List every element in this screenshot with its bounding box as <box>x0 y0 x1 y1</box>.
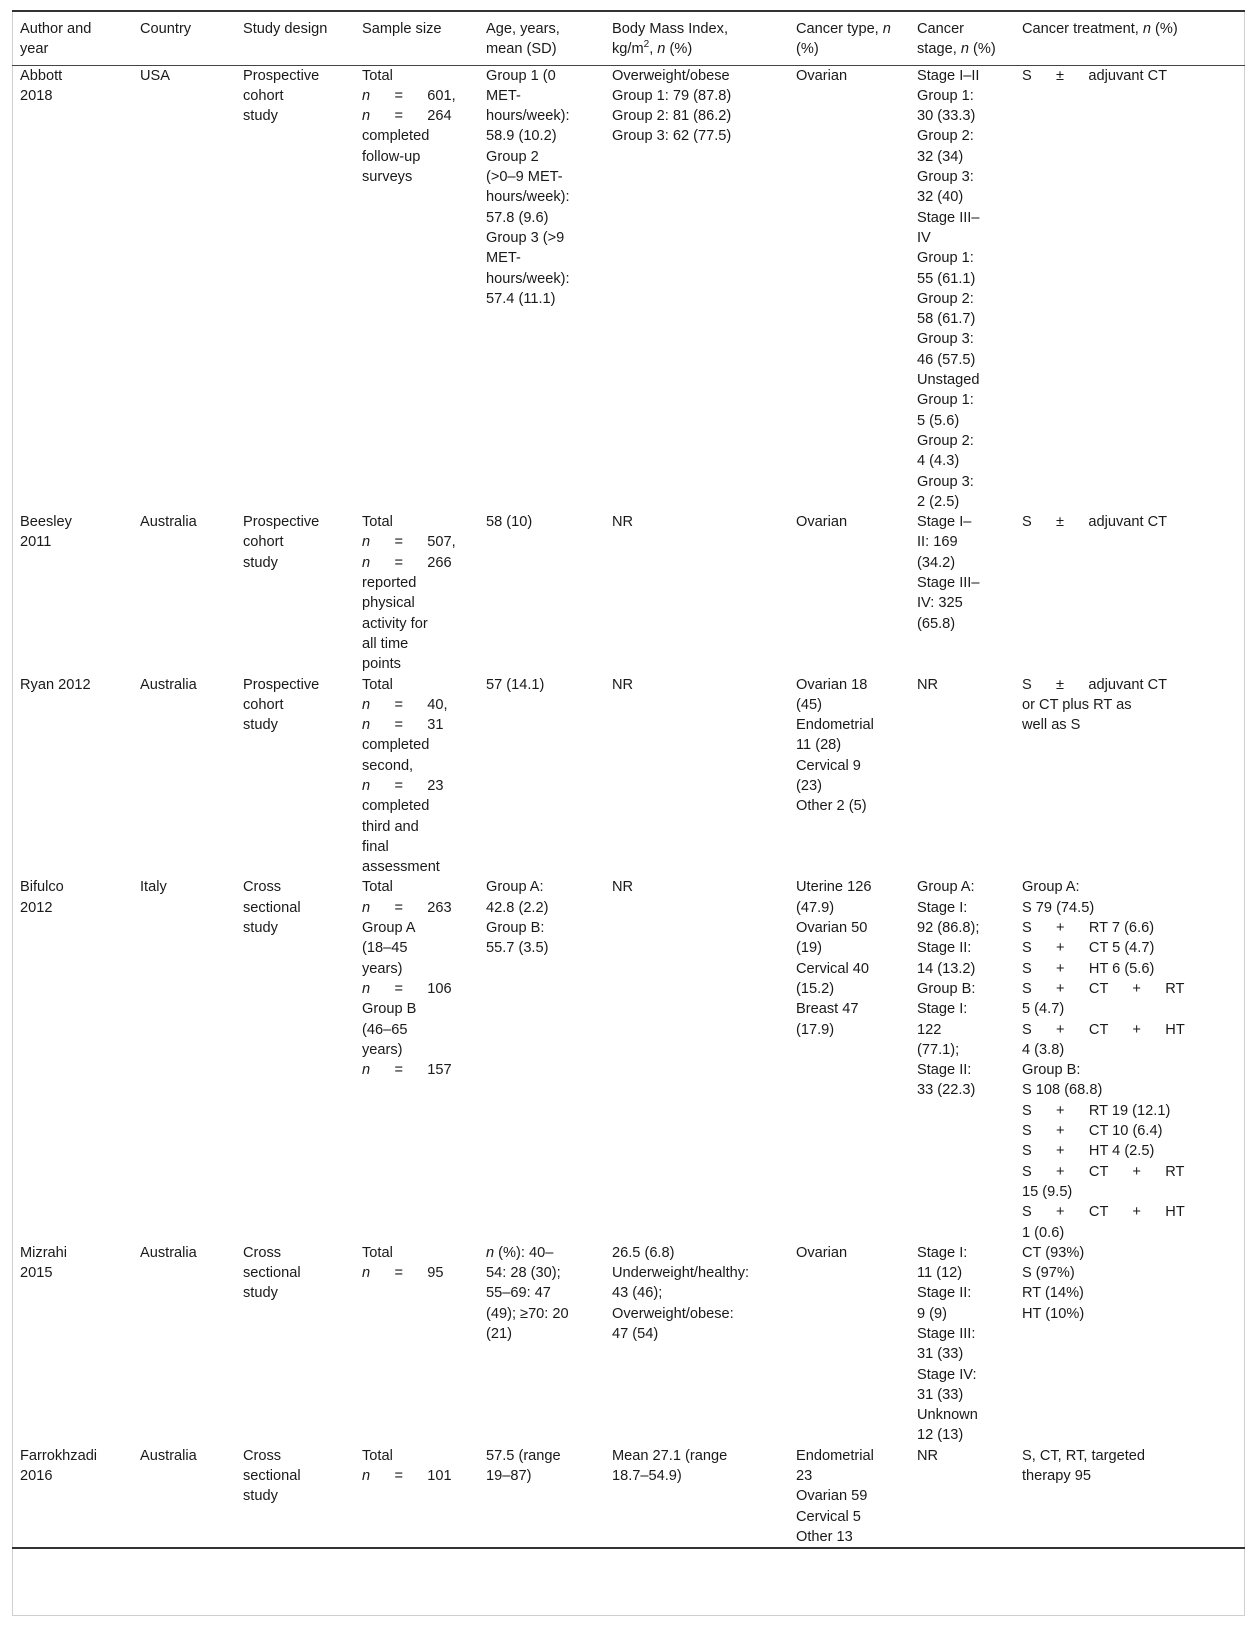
cell-line: cohort <box>243 696 284 713</box>
cell-line: points <box>362 656 401 673</box>
cell-line: 55–69: 47 <box>486 1285 551 1302</box>
cell-line: (46–65 <box>362 1021 408 1038</box>
cell-line: well as S <box>1022 717 1081 734</box>
header-sample-size: Sample size <box>362 21 442 37</box>
cell-line: NR <box>917 676 939 693</box>
cell-line: CT (93%) <box>1022 1244 1085 1261</box>
cell-line: 42.8 (2.2) <box>486 899 549 916</box>
cell-line: Stage I–II <box>917 67 980 84</box>
cell-line: Stage II: <box>917 1062 972 1079</box>
cell-line: Stage IV: <box>917 1366 977 1383</box>
cell-line: (65.8) <box>917 615 956 632</box>
cell-design <box>235 1243 354 1446</box>
cell-line: 5 (5.6) <box>917 412 960 429</box>
cell-line: Total <box>362 67 393 84</box>
cell-line: Total <box>362 879 393 896</box>
cell-line: study <box>243 1488 278 1505</box>
cell-line: Stage II: <box>917 940 972 957</box>
cell-line: Prospective <box>243 67 320 84</box>
cell-line: Stage III: <box>917 1326 976 1342</box>
cell-stage <box>909 1446 1014 1548</box>
cell-line: Ovarian <box>796 67 848 84</box>
cell-line: Overweight/obese: <box>612 1305 734 1322</box>
cell-line: n = 95 <box>362 1265 444 1282</box>
header-cancer-type: Cancer type, n (%) <box>796 21 891 58</box>
cell-line: RT (14%) <box>1022 1285 1084 1302</box>
cell-line: S + CT 5 (4.7) <box>1022 940 1155 957</box>
bmi-unit: $kg/m^2$, n (%) <box>612 39 693 58</box>
cell-author <box>12 512 132 674</box>
cell-line: 32 (40) <box>917 189 964 206</box>
cell-line: 2012 <box>20 899 53 916</box>
cell-line: S + CT + RT <box>1022 1163 1185 1180</box>
cell-line: 31 (33) <box>917 1346 964 1363</box>
cell-line: 57.4 (11.1) <box>486 290 556 307</box>
cell-line: 46 (57.5) <box>917 351 976 368</box>
cell-line: S + CT 10 (6.4) <box>1022 1123 1163 1140</box>
cell-design <box>235 877 354 1242</box>
cell-line: study <box>243 717 278 734</box>
cell-line: Group 2: <box>917 290 974 307</box>
cell-author <box>12 1243 132 1446</box>
cell-stage <box>909 1243 1014 1446</box>
cell-design <box>235 512 354 674</box>
cell-line: S ± adjuvant CT <box>1022 514 1168 531</box>
cell-line: Uterine 126 <box>796 879 872 896</box>
cell-line: (19) <box>796 940 822 957</box>
cell-line: sectional <box>243 899 301 916</box>
cell-line: second, <box>362 757 414 774</box>
cell-country <box>132 675 235 878</box>
cell-line: 5 (4.7) <box>1022 1001 1065 1018</box>
header-country: Country <box>140 21 192 37</box>
cell-line: (45) <box>796 696 822 713</box>
cell-line: 15 (9.5) <box>1022 1183 1073 1200</box>
cell-line: n = 601, <box>362 87 456 104</box>
cell-bmi <box>604 1446 788 1548</box>
cell-stage <box>909 675 1014 878</box>
cell-line: Stage I: <box>917 899 968 916</box>
cell-line: (17.9) <box>796 1021 835 1038</box>
cell-country <box>132 65 235 512</box>
cell-line: Group 1: <box>917 87 974 104</box>
table-row <box>12 1243 1245 1446</box>
cell-line: 122 <box>917 1021 942 1038</box>
cell-line: Group A: <box>917 879 975 896</box>
cell-line: Group 2: <box>917 432 974 449</box>
cell-line: HT (10%) <box>1022 1305 1085 1322</box>
cell-line: Total <box>362 1244 393 1261</box>
cell-line: completed <box>362 737 430 754</box>
cell-line: Group A: <box>1022 879 1080 896</box>
cell-sample <box>354 877 478 1242</box>
cell-design <box>235 65 354 512</box>
cell-line: Cross <box>243 1447 282 1464</box>
cell-treatment <box>1014 65 1245 512</box>
table-body <box>12 65 1245 1548</box>
cell-line: Australia <box>140 1244 197 1261</box>
cell-age <box>478 65 604 512</box>
cell-line: assessment <box>362 859 440 876</box>
cell-line: USA <box>140 67 171 84</box>
cell-line: n = 106 <box>362 980 452 997</box>
cell-line: S ± adjuvant CT <box>1022 67 1168 84</box>
cell-line: third and <box>362 818 419 835</box>
cell-line: S + CT + HT <box>1022 1021 1185 1038</box>
cell-line: study <box>243 920 278 937</box>
cell-treatment <box>1014 1446 1245 1548</box>
cell-line: S + CT + HT <box>1022 1204 1185 1221</box>
cell-line: Stage I: <box>917 1244 968 1261</box>
cell-line: Cross <box>243 879 282 896</box>
cell-line: MET- <box>486 87 521 104</box>
cell-line: Italy <box>140 879 167 896</box>
cell-line: Stage I– <box>917 514 972 531</box>
cell-type <box>788 1243 909 1446</box>
cell-line: 55 (61.1) <box>917 270 976 287</box>
cell-line: 57 (14.1) <box>486 676 545 693</box>
cell-line: S + CT + RT <box>1022 980 1185 997</box>
cell-line: (23) <box>796 777 822 794</box>
cell-line: IV: 325 <box>917 595 963 612</box>
cell-line: Cervical 5 <box>796 1508 861 1525</box>
cell-author <box>12 65 132 512</box>
cell-line: hours/week): <box>486 270 570 287</box>
cell-line: S + HT 4 (2.5) <box>1022 1143 1155 1160</box>
cell-line: Cross <box>243 1244 282 1261</box>
cell-line: 58 (61.7) <box>917 311 976 328</box>
header-cancer-stage: Cancer stage, n (%) <box>917 21 996 58</box>
cell-line: Group 2 <box>486 148 539 165</box>
cell-line: Group A: <box>486 879 544 896</box>
cell-author <box>12 675 132 878</box>
cell-country <box>132 1243 235 1446</box>
cell-line: 23 <box>796 1468 813 1485</box>
cell-line: study <box>243 1285 278 1302</box>
cell-line: 12 (13) <box>917 1427 964 1444</box>
cell-line: S + RT 7 (6.6) <box>1022 920 1155 937</box>
cell-line: n = 266 <box>362 554 452 571</box>
cell-line: Group 3: 62 (77.5) <box>612 128 732 145</box>
cell-line: Group 3: <box>917 331 974 348</box>
cell-line: Australia <box>140 1447 197 1464</box>
cell-line: Group 1: <box>917 250 974 267</box>
header-bmi: Body Mass Index, $kg/m^2$, n (%) <box>604 11 788 65</box>
cell-line: hours/week): <box>486 189 570 206</box>
cell-line: Abbott <box>20 67 63 84</box>
cell-line: Australia <box>140 676 197 693</box>
table-row <box>12 675 1245 878</box>
cell-line: Ovarian <box>796 1244 848 1261</box>
cell-line: final <box>362 838 389 855</box>
cell-line: Prospective <box>243 514 320 531</box>
cell-author <box>12 1446 132 1548</box>
cell-line: 57.8 (9.6) <box>486 209 549 226</box>
cell-line: Endometrial <box>796 717 874 734</box>
cell-age <box>478 1243 604 1446</box>
cell-line: n = 263 <box>362 899 452 916</box>
cell-line: Stage II: <box>917 1285 972 1302</box>
cell-line: 11 (12) <box>917 1265 963 1282</box>
cell-line: Group B <box>362 1001 417 1018</box>
table-row <box>12 65 1245 512</box>
cell-line: S (97%) <box>1022 1265 1075 1282</box>
cell-line: Breast 47 <box>796 1001 859 1018</box>
cell-line: 14 (13.2) <box>917 960 976 977</box>
cell-line: Total <box>362 676 393 693</box>
cell-line: Stage I: <box>917 1001 968 1018</box>
cell-line: sectional <box>243 1468 301 1485</box>
cell-line: Cervical 40 <box>796 960 869 977</box>
cell-line: all time <box>362 635 409 652</box>
cell-line: 2016 <box>20 1468 53 1485</box>
cell-line: NR <box>612 676 634 693</box>
cell-line: n = 23 <box>362 777 444 794</box>
cell-line: Cervical 9 <box>796 757 861 774</box>
cell-line: n = 264 <box>362 108 452 125</box>
cell-line: 55.7 (3.5) <box>486 940 549 957</box>
cell-age <box>478 512 604 674</box>
cell-line: Other 13 <box>796 1528 853 1545</box>
cell-line: Group 2: <box>917 128 974 145</box>
cell-line: cohort <box>243 87 284 104</box>
cell-line: Total <box>362 514 393 531</box>
cell-line: NR <box>917 1447 939 1464</box>
cell-age <box>478 675 604 878</box>
cell-line: follow-up <box>362 148 421 165</box>
cell-line: 18.7–54.9) <box>612 1468 682 1485</box>
table-header <box>12 11 1245 65</box>
cell-line: Group 1 (0 <box>486 67 556 84</box>
cell-line: years) <box>362 1041 403 1058</box>
cell-line: Group B: <box>917 980 976 997</box>
cell-line: 33 (22.3) <box>917 1082 976 1099</box>
cell-line: 54: 28 (30); <box>486 1265 561 1282</box>
cell-line: S 108 (68.8) <box>1022 1082 1103 1099</box>
cell-treatment <box>1014 675 1245 878</box>
cell-line: n = 157 <box>362 1062 452 1079</box>
cell-line: Bifulco <box>20 879 64 896</box>
cell-line: physical <box>362 595 415 612</box>
cell-bmi <box>604 1243 788 1446</box>
cell-country <box>132 512 235 674</box>
cell-line: (18–45 <box>362 940 408 957</box>
cell-line: IV <box>917 229 931 246</box>
cell-line: 30 (33.3) <box>917 108 976 125</box>
cell-line: Ovarian 50 <box>796 920 868 937</box>
cell-line: Group 3: <box>917 169 974 186</box>
cell-bmi <box>604 675 788 878</box>
cell-line: n = 507, <box>362 534 456 551</box>
cell-line: 4 (4.3) <box>917 453 960 470</box>
cell-age <box>478 877 604 1242</box>
cell-country <box>132 877 235 1242</box>
cell-line: 92 (86.8); <box>917 920 980 937</box>
cell-line: hours/week): <box>486 108 570 125</box>
cell-line: 26.5 (6.8) <box>612 1244 675 1261</box>
cell-line: (47.9) <box>796 899 835 916</box>
header-cancer-treatment: Cancer treatment, n (%) <box>1022 21 1178 37</box>
cell-line: years) <box>362 960 403 977</box>
cell-line: reported <box>362 575 417 592</box>
cell-sample <box>354 1243 478 1446</box>
cell-sample <box>354 675 478 878</box>
cell-line: sectional <box>243 1265 301 1282</box>
cell-line: n = 40, <box>362 696 448 713</box>
header-age: Age, years, mean (SD) <box>486 21 560 58</box>
cell-type <box>788 512 909 674</box>
cell-line: NR <box>612 514 634 531</box>
cell-line: NR <box>612 879 634 896</box>
cell-line: Group 1: <box>917 392 974 409</box>
cell-line: Ryan 2012 <box>20 676 91 693</box>
cell-line: study <box>243 554 278 571</box>
cell-line: Ovarian <box>796 514 848 531</box>
cell-line: S + RT 19 (12.1) <box>1022 1102 1171 1119</box>
cell-stage <box>909 877 1014 1242</box>
header-study-design: Study design <box>243 21 328 37</box>
cell-line: Prospective <box>243 676 320 693</box>
cell-line: 31 (33) <box>917 1386 964 1403</box>
cell-line: completed <box>362 128 430 145</box>
cell-line: 1 (0.6) <box>1022 1224 1065 1241</box>
cell-bmi <box>604 65 788 512</box>
cell-line: (49); ≥70: 20 <box>486 1305 569 1322</box>
cell-line: surveys <box>362 169 413 186</box>
cell-line: 32 (34) <box>917 148 964 165</box>
cell-line: II: 169 <box>917 534 958 551</box>
cell-type <box>788 65 909 512</box>
cell-line: therapy 95 <box>1022 1468 1091 1485</box>
cell-line: Underweight/healthy: <box>612 1265 750 1282</box>
study-characteristics-table <box>12 10 1245 1549</box>
cell-treatment <box>1014 877 1245 1242</box>
cell-design <box>235 675 354 878</box>
cell-line: Unstaged <box>917 372 980 389</box>
cell-sample <box>354 1446 478 1548</box>
cell-line: Group A <box>362 920 416 937</box>
cell-line: cohort <box>243 534 284 551</box>
cell-line: 9 (9) <box>917 1305 948 1322</box>
table-row <box>12 512 1245 674</box>
cell-line: 11 (28) <box>796 737 842 754</box>
table-row <box>12 877 1245 1242</box>
cell-line: Group 2: 81 (86.2) <box>612 108 732 125</box>
cell-line: 2018 <box>20 87 53 104</box>
cell-line: (21) <box>486 1326 512 1342</box>
cell-sample <box>354 65 478 512</box>
cell-line: Farrokhzadi <box>20 1447 98 1464</box>
cell-type <box>788 675 909 878</box>
cell-stage <box>909 65 1014 512</box>
cell-line: Ovarian 18 <box>796 676 868 693</box>
cell-bmi <box>604 512 788 674</box>
cell-line: S 79 (74.5) <box>1022 899 1095 916</box>
cell-line: S ± adjuvant CT <box>1022 676 1168 693</box>
cell-line: 2015 <box>20 1265 53 1282</box>
cell-line: n = 31 <box>362 717 444 734</box>
cell-sample <box>354 512 478 674</box>
cell-line: Endometrial <box>796 1447 874 1464</box>
table-row <box>12 1446 1245 1548</box>
cell-line: MET- <box>486 250 521 267</box>
cell-treatment <box>1014 1243 1245 1446</box>
cell-line: activity for <box>362 615 428 632</box>
cell-line: S + HT 6 (5.6) <box>1022 960 1155 977</box>
cell-age <box>478 1446 604 1548</box>
cell-line: Group B: <box>1022 1062 1081 1079</box>
cell-line: Mean 27.1 (range <box>612 1447 728 1464</box>
cell-line: (34.2) <box>917 554 956 571</box>
cell-line: 43 (46); <box>612 1285 663 1302</box>
cell-line: (77.1); <box>917 1041 960 1058</box>
cell-line: Group 1: 79 (87.8) <box>612 87 732 104</box>
header-author-year: Author and year <box>20 21 92 58</box>
cell-stage <box>909 512 1014 674</box>
cell-line: 4 (3.8) <box>1022 1041 1065 1058</box>
cell-line: Group B: <box>486 920 545 937</box>
cell-author <box>12 877 132 1242</box>
cell-line: Group 3 (>9 <box>486 229 565 246</box>
cell-line: 57.5 (range <box>486 1447 561 1464</box>
cell-line: study <box>243 108 278 125</box>
cell-type <box>788 1446 909 1548</box>
cell-line: Beesley <box>20 514 72 531</box>
cell-line: Unknown <box>917 1407 978 1424</box>
cell-line: Stage III– <box>917 209 980 226</box>
cell-line: completed <box>362 798 430 815</box>
cell-line: (15.2) <box>796 980 835 997</box>
cell-line: S, CT, RT, targeted <box>1022 1447 1146 1464</box>
cell-bmi <box>604 877 788 1242</box>
cell-line: Mizrahi <box>20 1244 68 1261</box>
cell-line: 58 (10) <box>486 514 533 531</box>
cell-line: Ovarian 59 <box>796 1488 868 1505</box>
cell-line: Australia <box>140 514 197 531</box>
cell-country <box>132 1446 235 1548</box>
cell-type <box>788 877 909 1242</box>
cell-line: Other 2 (5) <box>796 798 867 815</box>
cell-line: n (%): 40– <box>486 1244 554 1261</box>
cell-line: 58.9 (10.2) <box>486 128 557 145</box>
cell-line: 47 (54) <box>612 1326 659 1342</box>
cell-line: 2011 <box>20 534 52 551</box>
cell-line: Group 3: <box>917 473 974 490</box>
cell-line: n = 101 <box>362 1468 452 1485</box>
cell-line: or CT plus RT as <box>1022 696 1132 713</box>
cell-line: 19–87) <box>486 1468 532 1485</box>
cell-treatment <box>1014 512 1245 674</box>
cell-line: (>0–9 MET- <box>486 169 563 186</box>
cell-line: Total <box>362 1447 393 1464</box>
cell-line: 2 (2.5) <box>917 493 960 510</box>
cell-design <box>235 1446 354 1548</box>
header-row <box>12 11 1245 65</box>
cell-line: Stage III– <box>917 575 980 592</box>
cell-line: Overweight/obese <box>612 67 730 84</box>
